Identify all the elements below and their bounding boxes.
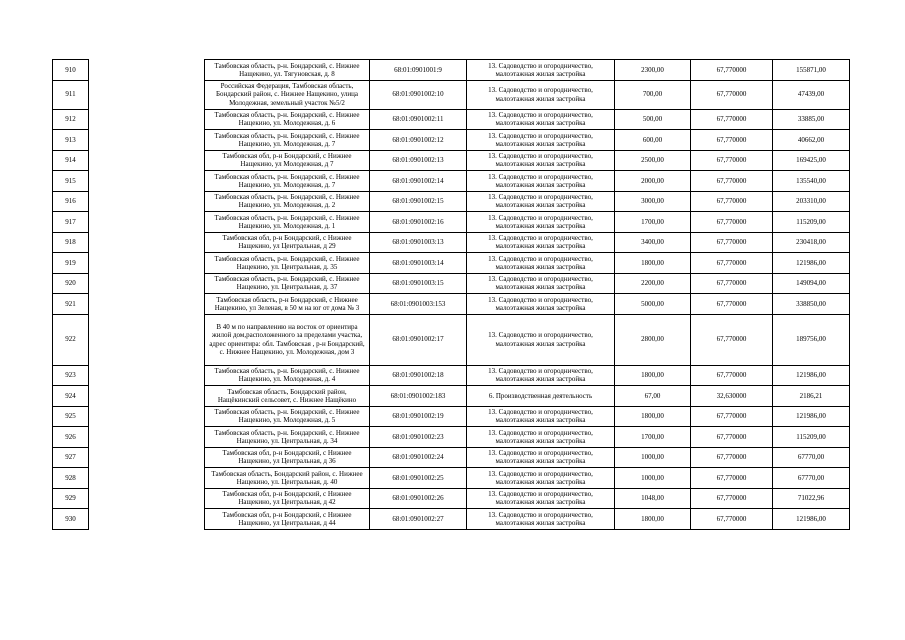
address-cell: Тамбовская область, р-н. Бондарский, с. Нижнее Нащекино, ул. Молодежная, д. 1: [205, 212, 370, 233]
table-row: [53, 386, 850, 407]
specific-value-cell: 67,770000: [691, 109, 773, 130]
area-cell: 67,00: [615, 386, 691, 407]
row-number: 913: [53, 130, 89, 151]
table-row: [53, 447, 850, 468]
cadastral-value-cell: 33885,00: [773, 109, 850, 130]
row-number: 925: [53, 406, 89, 427]
row-number: 921: [53, 294, 89, 315]
cadastral-number-cell: 68:01:0901002:11: [370, 109, 467, 130]
land-use-cell: 6. Производственная деятельность: [467, 386, 615, 407]
cadastral-number-cell: 68:01:0901002:26: [370, 488, 467, 509]
area-cell: 1800,00: [615, 406, 691, 427]
spacer-cell: [89, 80, 205, 109]
cadastral-number-cell: 68:01:0901002:17: [370, 314, 467, 365]
row-number: 916: [53, 191, 89, 212]
area-cell: 3400,00: [615, 232, 691, 253]
cadastral-value-cell: 230418,00: [773, 232, 850, 253]
table-row: [53, 468, 850, 489]
specific-value-cell: 67,770000: [691, 191, 773, 212]
cadastral-number-cell: 68:01:0901002:12: [370, 130, 467, 151]
table-row: [53, 80, 850, 109]
area-cell: 1700,00: [615, 427, 691, 448]
spacer-cell: [89, 273, 205, 294]
land-use-cell: 13. Садоводство и огородничество, малоэтажная жилая застройка: [467, 406, 615, 427]
cadastral-number-cell: 68:01:0901003:153: [370, 294, 467, 315]
spacer-cell: [89, 294, 205, 315]
row-number: 910: [53, 60, 89, 81]
spacer-cell: [89, 447, 205, 468]
specific-value-cell: 67,770000: [691, 468, 773, 489]
spacer-cell: [89, 509, 205, 530]
cadastral-number-cell: 68:01:0901003:14: [370, 253, 467, 274]
cadastral-value-cell: 121986,00: [773, 253, 850, 274]
row-number: 929: [53, 488, 89, 509]
area-cell: 1800,00: [615, 365, 691, 386]
row-number: 915: [53, 171, 89, 192]
area-cell: 1048,00: [615, 488, 691, 509]
land-use-cell: 13. Садоводство и огородничество, малоэтажная жилая застройка: [467, 468, 615, 489]
spacer-cell: [89, 406, 205, 427]
area-cell: 1800,00: [615, 509, 691, 530]
table-row: [53, 171, 850, 192]
spacer-cell: [89, 365, 205, 386]
cadastral-value-cell: 149094,00: [773, 273, 850, 294]
land-use-cell: 13. Садоводство и огородничество, малоэтажная жилая застройка: [467, 109, 615, 130]
spacer-cell: [89, 130, 205, 151]
area-cell: 2800,00: [615, 314, 691, 365]
address-cell: Российская Федерация, Тамбовская область, Бондарский район, с. Нижнее Нащекино, улица Молодежная, земельный участок №5/2: [205, 80, 370, 109]
area-cell: 2200,00: [615, 273, 691, 294]
area-cell: 1000,00: [615, 468, 691, 489]
cadastral-number-cell: 68:01:0901003:15: [370, 273, 467, 294]
area-cell: 1000,00: [615, 447, 691, 468]
specific-value-cell: 67,770000: [691, 365, 773, 386]
address-cell: Тамбовская обл, р-н Бондарский, с Нижнее Нащекино, ул Центральная, д 36: [205, 447, 370, 468]
cadastral-value-cell: 67770,00: [773, 468, 850, 489]
cadastral-number-cell: 68:01:0901002:23: [370, 427, 467, 448]
cadastral-value-cell: 40662,00: [773, 130, 850, 151]
address-cell: Тамбовская область, р-н. Бондарский, с. Нижнее Нащекино, ул. Молодежная, д. 7: [205, 130, 370, 151]
area-cell: 2500,00: [615, 150, 691, 171]
land-use-cell: 13. Садоводство и огородничество, малоэтажная жилая застройка: [467, 447, 615, 468]
land-use-cell: 13. Садоводство и огородничество, малоэтажная жилая застройка: [467, 232, 615, 253]
spacer-cell: [89, 427, 205, 448]
spacer-cell: [89, 488, 205, 509]
cadastral-number-cell: 68:01:0901002:16: [370, 212, 467, 233]
area-cell: 2300,00: [615, 60, 691, 81]
specific-value-cell: 67,770000: [691, 294, 773, 315]
specific-value-cell: 67,770000: [691, 253, 773, 274]
table-row: [53, 509, 850, 530]
table-row: [53, 212, 850, 233]
address-cell: Тамбовская область, р-н. Бондарский, с. Нижнее Нащекино, ул. Молодежная, д. 7: [205, 171, 370, 192]
table-row: [53, 365, 850, 386]
row-number: 923: [53, 365, 89, 386]
specific-value-cell: 67,770000: [691, 406, 773, 427]
cadastral-number-cell: 68:01:0901002:27: [370, 509, 467, 530]
specific-value-cell: 67,770000: [691, 509, 773, 530]
specific-value-cell: 67,770000: [691, 427, 773, 448]
table-row: [53, 253, 850, 274]
spacer-cell: [89, 468, 205, 489]
cadastral-value-cell: 115209,00: [773, 427, 850, 448]
address-cell: Тамбовская область, Бондарский район, Нащёкинский сельсовет, с. Нижнее Нащёкино: [205, 386, 370, 407]
cadastral-value-table: [52, 59, 850, 530]
address-cell: Тамбовская область, р-н. Бондарский, с. Нижнее Нащекино, ул. Тягуновская, д. 8: [205, 60, 370, 81]
area-cell: 1800,00: [615, 253, 691, 274]
address-cell: Тамбовская область, р-н Бондарский, с Нижнее Нащекино, ул Зеленая, в 50 м на юг от дома № 3: [205, 294, 370, 315]
cadastral-value-cell: 155871,00: [773, 60, 850, 81]
cadastral-number-cell: 68:01:0901002:15: [370, 191, 467, 212]
land-use-cell: 13. Садоводство и огородничество, малоэтажная жилая застройка: [467, 171, 615, 192]
specific-value-cell: 67,770000: [691, 60, 773, 81]
cadastral-number-cell: 68:01:0901002:13: [370, 150, 467, 171]
specific-value-cell: 67,770000: [691, 488, 773, 509]
row-number: 922: [53, 314, 89, 365]
cadastral-value-cell: 121986,00: [773, 509, 850, 530]
area-cell: 1700,00: [615, 212, 691, 233]
land-use-cell: 13. Садоводство и огородничество, малоэтажная жилая застройка: [467, 427, 615, 448]
cadastral-value-cell: 71022,96: [773, 488, 850, 509]
land-use-cell: 13. Садоводство и огородничество, малоэтажная жилая застройка: [467, 60, 615, 81]
address-cell: Тамбовская область, р-н. Бондарский, с. Нижнее Нащекино, ул. Центральная, д. 35: [205, 253, 370, 274]
cadastral-value-cell: 2186,21: [773, 386, 850, 407]
cadastral-number-cell: 68:01:0901002:25: [370, 468, 467, 489]
address-cell: Тамбовская обл, р-н Бондарский, с Нижнее Нащекино, ул Центральная, д 42: [205, 488, 370, 509]
cadastral-value-cell: 121986,00: [773, 406, 850, 427]
area-cell: 600,00: [615, 130, 691, 151]
table-row: [53, 406, 850, 427]
address-cell: Тамбовская обл, р-н Бондарский, с Нижнее Нащекино, ул Молодежная, д 7: [205, 150, 370, 171]
address-cell: Тамбовская область, р-н. Бондарский, с. Нижнее Нащекино, ул. Молодежная, д. 6: [205, 109, 370, 130]
cadastral-number-cell: 68:01:0901002:10: [370, 80, 467, 109]
cadastral-value-cell: 47439,00: [773, 80, 850, 109]
row-number: 917: [53, 212, 89, 233]
spacer-cell: [89, 109, 205, 130]
spacer-cell: [89, 60, 205, 81]
land-use-cell: 13. Садоводство и огородничество, малоэтажная жилая застройка: [467, 130, 615, 151]
table-row: [53, 150, 850, 171]
row-number: 911: [53, 80, 89, 109]
spacer-cell: [89, 212, 205, 233]
specific-value-cell: 67,770000: [691, 447, 773, 468]
address-cell: Тамбовская область, р-н. Бондарский, с. Нижнее Нащекино, ул. Центральная, д. 37: [205, 273, 370, 294]
land-use-cell: 13. Садоводство и огородничество, малоэтажная жилая застройка: [467, 314, 615, 365]
specific-value-cell: 67,770000: [691, 314, 773, 365]
spacer-cell: [89, 386, 205, 407]
cadastral-number-cell: 68:01:0901002:24: [370, 447, 467, 468]
spacer-cell: [89, 171, 205, 192]
row-number: 930: [53, 509, 89, 530]
land-use-cell: 13. Садоводство и огородничество, малоэтажная жилая застройка: [467, 294, 615, 315]
address-cell: Тамбовская область, р-н. Бондарский, с. Нижнее Нащекино, ул. Молодежная, д. 4: [205, 365, 370, 386]
address-cell: В 40 м по направлению на восток от ориентира жилой дом,расположенного за пределами участка, адрес ориентира: обл. Тамбовская , р-н Бондарский, с. Нижнее Нащекино, ул. Молодежная, дом 3: [205, 314, 370, 365]
land-use-cell: 13. Садоводство и огородничество, малоэтажная жилая застройка: [467, 509, 615, 530]
cadastral-value-cell: 121986,00: [773, 365, 850, 386]
spacer-cell: [89, 314, 205, 365]
table-row: [53, 294, 850, 315]
area-cell: 3000,00: [615, 191, 691, 212]
specific-value-cell: 67,770000: [691, 80, 773, 109]
row-number: 920: [53, 273, 89, 294]
row-number: 914: [53, 150, 89, 171]
cadastral-value-cell: 189756,00: [773, 314, 850, 365]
address-cell: Тамбовская область, Бондарский район, с. Нижнее Нащекино, ул. Центральная, д. 40: [205, 468, 370, 489]
spacer-cell: [89, 232, 205, 253]
specific-value-cell: 67,770000: [691, 232, 773, 253]
land-use-cell: 13. Садоводство и огородничество, малоэтажная жилая застройка: [467, 253, 615, 274]
land-use-cell: 13. Садоводство и огородничество, малоэтажная жилая застройка: [467, 365, 615, 386]
land-use-cell: 13. Садоводство и огородничество, малоэтажная жилая застройка: [467, 488, 615, 509]
table-body: [53, 60, 850, 530]
cadastral-number-cell: 68:01:0901002:183: [370, 386, 467, 407]
table-row: [53, 314, 850, 365]
land-use-cell: 13. Садоводство и огородничество, малоэтажная жилая застройка: [467, 80, 615, 109]
land-use-cell: 13. Садоводство и огородничество, малоэтажная жилая застройка: [467, 191, 615, 212]
area-cell: 5000,00: [615, 294, 691, 315]
table-row: [53, 232, 850, 253]
land-use-cell: 13. Садоводство и огородничество, малоэтажная жилая застройка: [467, 273, 615, 294]
specific-value-cell: 32,630000: [691, 386, 773, 407]
table-row: [53, 60, 850, 81]
row-number: 926: [53, 427, 89, 448]
cadastral-value-cell: 135540,00: [773, 171, 850, 192]
row-number: 918: [53, 232, 89, 253]
specific-value-cell: 67,770000: [691, 130, 773, 151]
cadastral-value-cell: 67770,00: [773, 447, 850, 468]
address-cell: Тамбовская область, р-н. Бондарский, с. Нижнее Нащекино, ул. Молодежная, д. 2: [205, 191, 370, 212]
cadastral-number-cell: 68:01:0901002:18: [370, 365, 467, 386]
spacer-cell: [89, 253, 205, 274]
row-number: 924: [53, 386, 89, 407]
address-cell: Тамбовская область, р-н. Бондарский, с. Нижнее Нащекино, ул. Молодежная, д. 5: [205, 406, 370, 427]
address-cell: Тамбовская обл, р-н Бондарский, с Нижнее Нащекино, ул Центральная, д 29: [205, 232, 370, 253]
cadastral-value-cell: 115209,00: [773, 212, 850, 233]
address-cell: Тамбовская обл, р-н Бондарский, с Нижнее Нащекино, ул Центральная, д 44: [205, 509, 370, 530]
specific-value-cell: 67,770000: [691, 212, 773, 233]
row-number: 928: [53, 468, 89, 489]
specific-value-cell: 67,770000: [691, 171, 773, 192]
spacer-cell: [89, 191, 205, 212]
table-row: [53, 109, 850, 130]
cadastral-number-cell: 68:01:0901003:13: [370, 232, 467, 253]
area-cell: 2000,00: [615, 171, 691, 192]
cadastral-number-cell: 68:01:0901002:14: [370, 171, 467, 192]
cadastral-value-cell: 203310,00: [773, 191, 850, 212]
cadastral-number-cell: 68:01:0901001:9: [370, 60, 467, 81]
land-use-cell: 13. Садоводство и огородничество, малоэтажная жилая застройка: [467, 212, 615, 233]
address-cell: Тамбовская область, р-н. Бондарский, с. Нижнее Нащекино, ул. Центральная, д. 34: [205, 427, 370, 448]
area-cell: 700,00: [615, 80, 691, 109]
row-number: 912: [53, 109, 89, 130]
specific-value-cell: 67,770000: [691, 273, 773, 294]
spacer-cell: [89, 150, 205, 171]
cadastral-number-cell: 68:01:0901002:19: [370, 406, 467, 427]
cadastral-value-cell: 338850,00: [773, 294, 850, 315]
table-row: [53, 488, 850, 509]
table-row: [53, 130, 850, 151]
table-row: [53, 427, 850, 448]
row-number: 919: [53, 253, 89, 274]
area-cell: 500,00: [615, 109, 691, 130]
cadastral-value-cell: 169425,00: [773, 150, 850, 171]
land-use-cell: 13. Садоводство и огородничество, малоэтажная жилая застройка: [467, 150, 615, 171]
table-row: [53, 273, 850, 294]
table-row: [53, 191, 850, 212]
row-number: 927: [53, 447, 89, 468]
specific-value-cell: 67,770000: [691, 150, 773, 171]
